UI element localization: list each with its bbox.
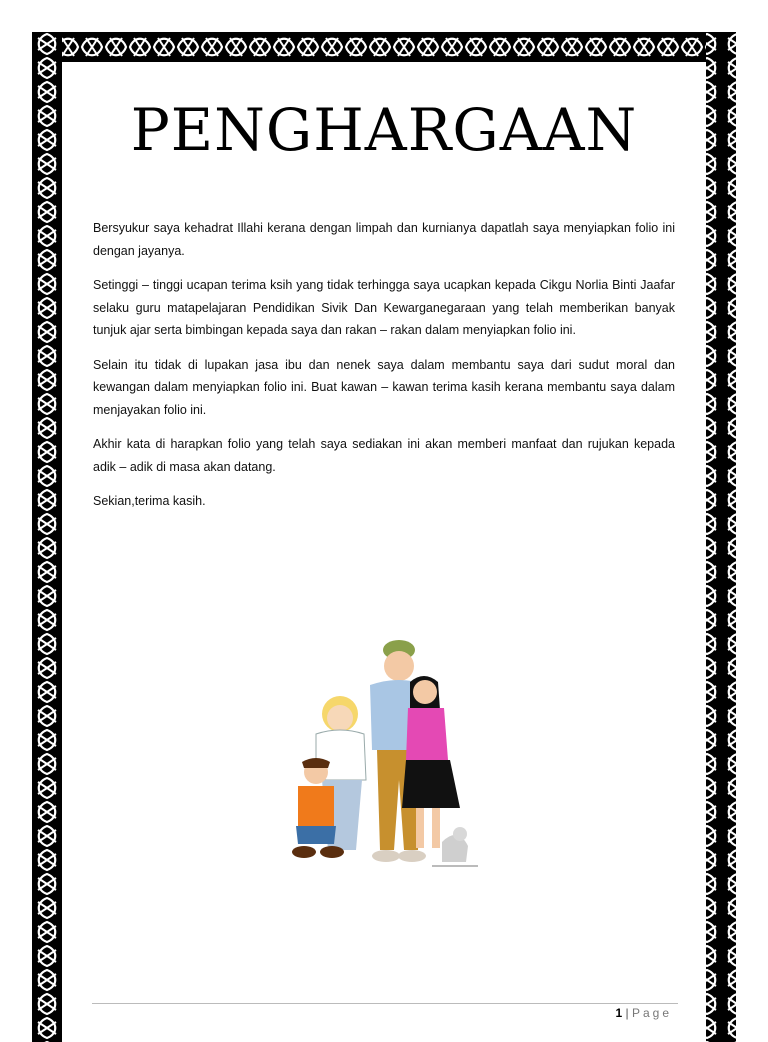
paragraph: Akhir kata di harapkan folio yang telah saya sediakan ini akan memberi manfaat dan rujukan kepada adik – adik di masa akan datang. bbox=[93, 437, 675, 474]
footer-divider bbox=[92, 1003, 678, 1004]
page-footer bbox=[615, 1006, 672, 1020]
page-title: PENGHARGAAN bbox=[130, 96, 638, 164]
paragraph: Selain itu tidak di lupakan jasa ibu dan nenek saya dalam membantu saya dari sudut moral dan kewangan dalam menyiapkan folio ini. Buat kawan – kawan terima kasih kerana membantu saya dalam menjayakan folio ini. bbox=[93, 357, 675, 417]
paragraph: Setinggi – tinggi ucapan terima ksih yang tidak terhingga saya ucapkan kepada Cikgu Norlia Binti Jaafar selaku guru matapelajaran Pendidikan Sivik Dan Kewarganegaraan yang telah memberikan banyak tunjuk ajar serta bimbingan kepada saya dan rakan – rakan dalam menyiapkan folio ini. bbox=[93, 278, 675, 337]
paragraph: Bersyukur saya kehadrat Illahi kerana dengan limpah dan kurnianya dapatlah saya menyiapkan folio ini dengan jayanya. bbox=[93, 221, 675, 258]
footer-separator: | bbox=[625, 1006, 629, 1020]
document-body bbox=[93, 217, 675, 525]
celtic-knot-border-icon bbox=[32, 32, 736, 1042]
decorative-border bbox=[32, 32, 736, 1042]
page-number: 1 bbox=[615, 1006, 623, 1020]
paragraph: Sekian,terima kasih. bbox=[93, 494, 206, 508]
family-illustration-icon bbox=[282, 630, 482, 890]
page-label: Page bbox=[631, 1006, 672, 1020]
